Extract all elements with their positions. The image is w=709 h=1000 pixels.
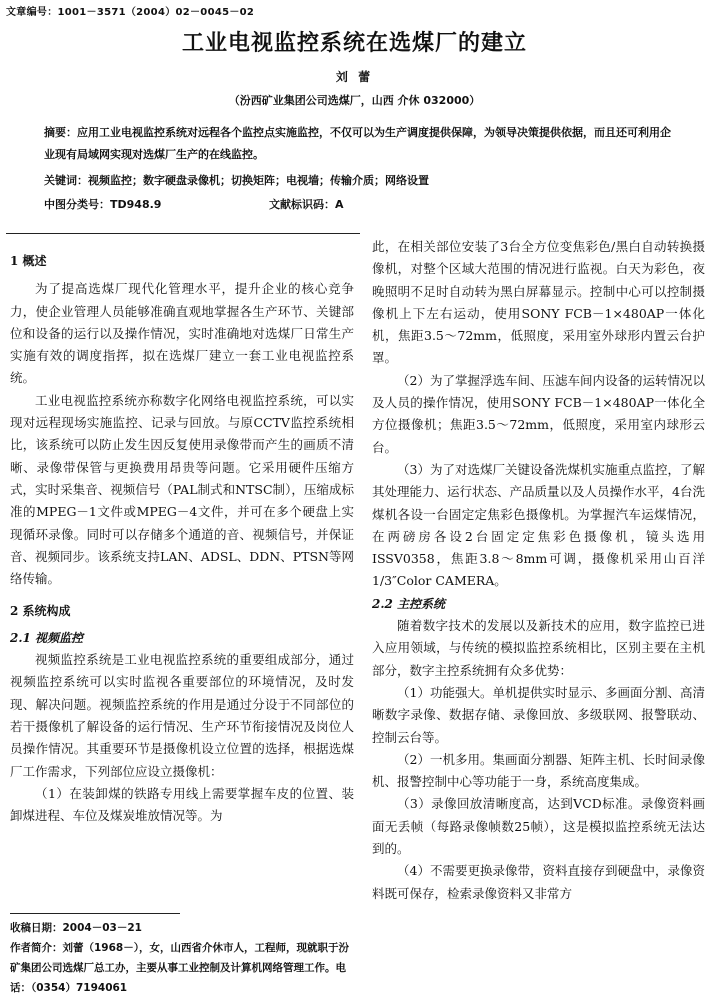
header-divider (6, 233, 360, 234)
author: 刘 蕾 (335, 70, 374, 84)
footnote-divider (10, 913, 180, 914)
keywords-text: 视频监控；数字硬盘录像机；切换矩阵；电视墙；传输介质；网络设置 (88, 174, 429, 187)
section-heading-overview: 1 概述 (10, 254, 47, 268)
doc-code-label: 文献标识码： (269, 198, 335, 211)
keywords-label: 关键词： (44, 174, 88, 187)
left-column (10, 250, 354, 827)
received-date: 收稿日期：2004－03－21 (10, 922, 142, 934)
paragraph: 随着数字技术的发展以及新技术的应用，数字监控已进入应用领域，与传统的模拟监控系统相比，区别主要在主机部分，数字主控系统拥有众多优势： (372, 618, 705, 678)
right-column (372, 236, 705, 905)
paragraph: （2）为了掌握浮选车间、压滤车间内设备的运转情况以及人员的操作情况，使用SONY FCB－1×480AP一体化全方位摄像机；焦距3.5～72mm，低照度，采用室内球形云台。 (372, 372, 705, 455)
clc-value: TD948.9 (110, 198, 162, 211)
section-heading-system: 2 系统构成 (10, 604, 71, 619)
paragraph: （3）为了对选煤厂关键设备洗煤机实施重点监控，了解其处理能力、运行状态、产品质量以及人员操作水平，4台洗煤机各设一台固定定焦彩色摄像机。为掌握汽车运煤情况，在两磅房各设2台固定定焦彩色摄像机，镜头选用ISSV0358，焦距3.8～8mm可调，摄像机采用山百洋1/3″Color CAMERA。 (372, 461, 705, 589)
paragraph: （2）一机多用。集画面分割器、矩阵主机、长时间录像机、报警控制中心等功能于一身，系统高度集成。 (372, 751, 705, 790)
subsection-heading-control: 2.2 主控系统 (372, 596, 446, 611)
subsection-heading-video: 2.1 视频监控 (10, 630, 84, 645)
paragraph: （4）不需要更换录像带，资料直接存到硬盘中，录像资料既可保存，检索录像资料又非常方 (372, 863, 705, 901)
doc-code-value: A (335, 198, 344, 211)
paragraph: 为了提高选煤厂现代化管理水平，提升企业的核心竞争力，使企业管理人员能够准确直观地掌握各生产环节、关键部位和设备的运行以及操作情况，实时准确地对选煤厂日常生产实施有效的调度指挥，拟在选煤厂建立一套工业电视监控系统。 (10, 281, 354, 386)
paragraph: 工业电视监控系统亦称数字化网络电视监控系统，可以实现对远程现场实施监控、记录与回放。与原CCTV监控系统相比，该系统可以防止发生因反复使用录像带而产生的画质不清晰、录像带保管与更换费用昂贵等问题。它采用硬件压缩方式，实时采集音、视频信号（PAL制式和NTSC制），压缩成标准的MPEG－1文件或MPEG－4文件，并可在多个硬盘上实现循环录像。同时可以存储多个通道的音、视频信号，并保证音、视频同步。该系统支持LAN、ADSL、DDN、PTSN等网络传输。 (10, 392, 354, 587)
article-number: 文章编号：1001－3571（2004）02－0045－02 (6, 7, 255, 18)
clc-label: 中图分类号： (44, 198, 110, 211)
paragraph: 视频监控系统是工业电视监控系统的重要组成部分，通过视频监控系统可以实时监视各重要部位的环境情况，及时发现、解决问题。视频监控系统的作用是通过分设于不同部位的若干摄像机了解设备的运行情况、生产环节衔接情况及岗位人员操作情况。其重要环节是摄像机设立位置的选择，根据选煤厂工作需求，下列部位应设立摄像机： (10, 652, 354, 779)
paragraph: 此，在相关部位安装了3台全方位变焦彩色/黑白自动转换摄像机，对整个区域大范围的情况进行监视。白天为彩色，夜晚照明不足时自动转为黑白屏幕显示。控制中心可以控制摄像机上下左右运动，使用SONY FCB－1×480AP一体化机，焦距3.5～72mm，低照度，采用室外球形内置云台护罩。 (372, 239, 705, 366)
abstract-text: 应用工业电视监控系统对远程各个监控点实施监控，不仅可以为生产调度提供保障，为领导决策提供依据，而且还可利用企业现有局域网实现对选煤厂生产的在线监控。 (44, 126, 671, 161)
paragraph: （3）录像回放清晰度高，达到VCD标准。录像资料画面无丢帧（每路录像帧数25帧），这是模拟监控系统无法达到的。 (372, 796, 705, 857)
abstract-label: 摘要： (44, 126, 77, 139)
abstract (44, 122, 674, 166)
doc-code (269, 194, 344, 216)
affiliation: （汾西矿业集团公司选煤厂，山西 介休 032000） (228, 94, 481, 107)
paragraph: （1）功能强大。单机提供实时显示、多画面分割、高清晰数字录像、数据存储、录像回放、多级联网、报警联动、控制云台等。 (372, 684, 705, 745)
author-bio: 作者简介：刘蕾（1968－），女，山西省介休市人，工程师，现就职于汾矿集团公司选煤厂总工办，主要从事工业控制及计算机网络管理工作。电话：（0354）7194061 (10, 942, 349, 994)
classification-line (44, 194, 674, 216)
keywords (44, 170, 674, 192)
paper-title: 工业电视监控系统在选煤厂的建立 (181, 30, 527, 56)
footnote (10, 918, 358, 998)
paragraph: （1）在装卸煤的铁路专用线上需要掌握车皮的位置、装卸煤进程、车位及煤炭堆放情况等。为 (10, 785, 354, 824)
